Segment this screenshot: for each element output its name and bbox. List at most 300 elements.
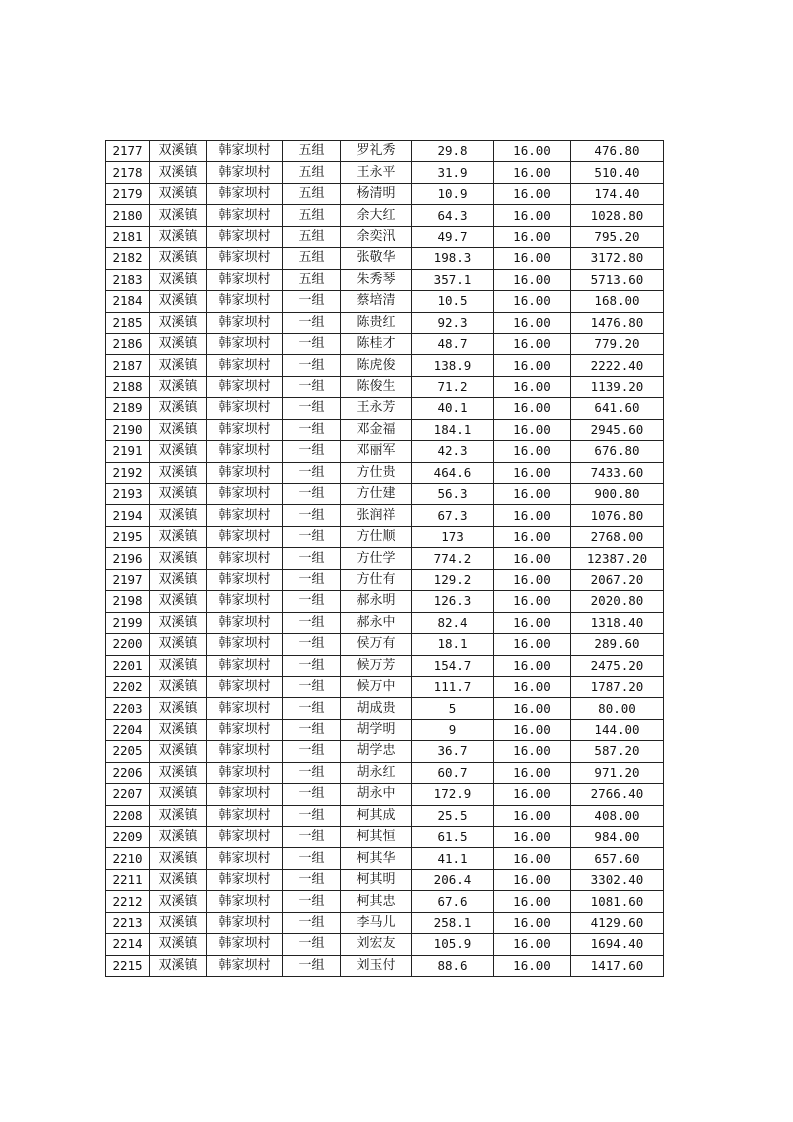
town-cell: 双溪镇 <box>150 462 207 483</box>
row-index-cell: 2212 <box>106 891 150 912</box>
name-cell: 王永芳 <box>341 398 412 419</box>
row-index-cell: 2181 <box>106 226 150 247</box>
row-index-cell: 2213 <box>106 912 150 933</box>
name-cell: 陈贵红 <box>341 312 412 333</box>
row-index-cell: 2184 <box>106 291 150 312</box>
table-row <box>106 955 664 976</box>
town-cell: 双溪镇 <box>150 784 207 805</box>
village-cell: 韩家坝村 <box>207 612 283 633</box>
area-cell: 29.8 <box>412 141 494 162</box>
town-cell: 双溪镇 <box>150 269 207 290</box>
village-cell: 韩家坝村 <box>207 891 283 912</box>
rate-cell: 16.00 <box>494 934 571 955</box>
amount-cell: 1076.80 <box>571 505 664 526</box>
row-index-cell: 2206 <box>106 762 150 783</box>
name-cell: 余奕汛 <box>341 226 412 247</box>
row-index-cell: 2199 <box>106 612 150 633</box>
amount-cell: 587.20 <box>571 741 664 762</box>
amount-cell: 971.20 <box>571 762 664 783</box>
area-cell: 774.2 <box>412 548 494 569</box>
name-cell: 侯万有 <box>341 634 412 655</box>
name-cell: 胡成贵 <box>341 698 412 719</box>
area-cell: 41.1 <box>412 848 494 869</box>
name-cell: 柯其恒 <box>341 827 412 848</box>
town-cell: 双溪镇 <box>150 891 207 912</box>
area-cell: 49.7 <box>412 226 494 247</box>
village-cell: 韩家坝村 <box>207 376 283 397</box>
town-cell: 双溪镇 <box>150 526 207 547</box>
row-index-cell: 2205 <box>106 741 150 762</box>
group-cell: 一组 <box>283 869 341 890</box>
rate-cell: 16.00 <box>494 762 571 783</box>
row-index-cell: 2194 <box>106 505 150 526</box>
group-cell: 一组 <box>283 291 341 312</box>
amount-cell: 476.80 <box>571 141 664 162</box>
rate-cell: 16.00 <box>494 784 571 805</box>
table-row <box>106 269 664 290</box>
row-index-cell: 2177 <box>106 141 150 162</box>
town-cell: 双溪镇 <box>150 484 207 505</box>
village-cell: 韩家坝村 <box>207 762 283 783</box>
table-row <box>106 719 664 740</box>
group-cell: 一组 <box>283 462 341 483</box>
table-row <box>106 526 664 547</box>
area-cell: 61.5 <box>412 827 494 848</box>
rate-cell: 16.00 <box>494 505 571 526</box>
town-cell: 双溪镇 <box>150 248 207 269</box>
table-row <box>106 912 664 933</box>
rate-cell: 16.00 <box>494 869 571 890</box>
group-cell: 一组 <box>283 741 341 762</box>
group-cell: 五组 <box>283 248 341 269</box>
group-cell: 一组 <box>283 634 341 655</box>
name-cell: 罗礼秀 <box>341 141 412 162</box>
name-cell: 陈虎俊 <box>341 355 412 376</box>
group-cell: 五组 <box>283 162 341 183</box>
area-cell: 126.3 <box>412 591 494 612</box>
group-cell: 一组 <box>283 676 341 697</box>
rate-cell: 16.00 <box>494 569 571 590</box>
row-index-cell: 2204 <box>106 719 150 740</box>
area-cell: 258.1 <box>412 912 494 933</box>
row-index-cell: 2178 <box>106 162 150 183</box>
area-cell: 88.6 <box>412 955 494 976</box>
area-cell: 25.5 <box>412 805 494 826</box>
village-cell: 韩家坝村 <box>207 226 283 247</box>
village-cell: 韩家坝村 <box>207 183 283 204</box>
group-cell: 一组 <box>283 955 341 976</box>
group-cell: 一组 <box>283 569 341 590</box>
name-cell: 王永平 <box>341 162 412 183</box>
name-cell: 郝永中 <box>341 612 412 633</box>
area-cell: 36.7 <box>412 741 494 762</box>
village-cell: 韩家坝村 <box>207 398 283 419</box>
town-cell: 双溪镇 <box>150 634 207 655</box>
town-cell: 双溪镇 <box>150 762 207 783</box>
village-cell: 韩家坝村 <box>207 312 283 333</box>
area-cell: 198.3 <box>412 248 494 269</box>
name-cell: 李马儿 <box>341 912 412 933</box>
row-index-cell: 2187 <box>106 355 150 376</box>
table-row <box>106 784 664 805</box>
rate-cell: 16.00 <box>494 676 571 697</box>
village-cell: 韩家坝村 <box>207 548 283 569</box>
amount-cell: 3302.40 <box>571 869 664 890</box>
area-cell: 82.4 <box>412 612 494 633</box>
name-cell: 余大红 <box>341 205 412 226</box>
town-cell: 双溪镇 <box>150 805 207 826</box>
row-index-cell: 2201 <box>106 655 150 676</box>
amount-cell: 3172.80 <box>571 248 664 269</box>
amount-cell: 408.00 <box>571 805 664 826</box>
name-cell: 方仕建 <box>341 484 412 505</box>
area-cell: 9 <box>412 719 494 740</box>
amount-cell: 2475.20 <box>571 655 664 676</box>
name-cell: 朱秀琴 <box>341 269 412 290</box>
table-row <box>106 291 664 312</box>
row-index-cell: 2191 <box>106 441 150 462</box>
area-cell: 206.4 <box>412 869 494 890</box>
table-row <box>106 869 664 890</box>
area-cell: 64.3 <box>412 205 494 226</box>
town-cell: 双溪镇 <box>150 355 207 376</box>
town-cell: 双溪镇 <box>150 226 207 247</box>
village-cell: 韩家坝村 <box>207 805 283 826</box>
group-cell: 一组 <box>283 505 341 526</box>
table-body <box>106 141 664 977</box>
village-cell: 韩家坝村 <box>207 484 283 505</box>
group-cell: 一组 <box>283 827 341 848</box>
name-cell: 陈桂才 <box>341 333 412 354</box>
name-cell: 胡学忠 <box>341 741 412 762</box>
area-cell: 31.9 <box>412 162 494 183</box>
amount-cell: 984.00 <box>571 827 664 848</box>
row-index-cell: 2196 <box>106 548 150 569</box>
town-cell: 双溪镇 <box>150 141 207 162</box>
village-cell: 韩家坝村 <box>207 676 283 697</box>
row-index-cell: 2202 <box>106 676 150 697</box>
town-cell: 双溪镇 <box>150 441 207 462</box>
name-cell: 邓丽军 <box>341 441 412 462</box>
name-cell: 柯其华 <box>341 848 412 869</box>
town-cell: 双溪镇 <box>150 912 207 933</box>
group-cell: 一组 <box>283 934 341 955</box>
rate-cell: 16.00 <box>494 162 571 183</box>
group-cell: 一组 <box>283 441 341 462</box>
group-cell: 一组 <box>283 548 341 569</box>
amount-cell: 4129.60 <box>571 912 664 933</box>
name-cell: 柯其成 <box>341 805 412 826</box>
row-index-cell: 2193 <box>106 484 150 505</box>
group-cell: 一组 <box>283 312 341 333</box>
row-index-cell: 2208 <box>106 805 150 826</box>
group-cell: 五组 <box>283 205 341 226</box>
table-row <box>106 741 664 762</box>
group-cell: 一组 <box>283 912 341 933</box>
group-cell: 五组 <box>283 226 341 247</box>
village-cell: 韩家坝村 <box>207 462 283 483</box>
town-cell: 双溪镇 <box>150 934 207 955</box>
town-cell: 双溪镇 <box>150 419 207 440</box>
village-cell: 韩家坝村 <box>207 269 283 290</box>
row-index-cell: 2207 <box>106 784 150 805</box>
row-index-cell: 2183 <box>106 269 150 290</box>
amount-cell: 2768.00 <box>571 526 664 547</box>
group-cell: 一组 <box>283 591 341 612</box>
area-cell: 48.7 <box>412 333 494 354</box>
area-cell: 18.1 <box>412 634 494 655</box>
group-cell: 一组 <box>283 484 341 505</box>
village-cell: 韩家坝村 <box>207 419 283 440</box>
name-cell: 方仕顺 <box>341 526 412 547</box>
area-cell: 464.6 <box>412 462 494 483</box>
area-cell: 56.3 <box>412 484 494 505</box>
name-cell: 刘宏友 <box>341 934 412 955</box>
name-cell: 胡学明 <box>341 719 412 740</box>
village-cell: 韩家坝村 <box>207 291 283 312</box>
group-cell: 五组 <box>283 269 341 290</box>
group-cell: 一组 <box>283 719 341 740</box>
village-cell: 韩家坝村 <box>207 848 283 869</box>
amount-cell: 1417.60 <box>571 955 664 976</box>
village-cell: 韩家坝村 <box>207 634 283 655</box>
area-cell: 60.7 <box>412 762 494 783</box>
amount-cell: 1081.60 <box>571 891 664 912</box>
row-index-cell: 2211 <box>106 869 150 890</box>
group-cell: 一组 <box>283 612 341 633</box>
area-cell: 173 <box>412 526 494 547</box>
town-cell: 双溪镇 <box>150 655 207 676</box>
table-row <box>106 226 664 247</box>
row-index-cell: 2214 <box>106 934 150 955</box>
town-cell: 双溪镇 <box>150 869 207 890</box>
village-cell: 韩家坝村 <box>207 934 283 955</box>
rate-cell: 16.00 <box>494 248 571 269</box>
village-cell: 韩家坝村 <box>207 719 283 740</box>
village-cell: 韩家坝村 <box>207 141 283 162</box>
table-row <box>106 655 664 676</box>
amount-cell: 676.80 <box>571 441 664 462</box>
village-cell: 韩家坝村 <box>207 655 283 676</box>
amount-cell: 144.00 <box>571 719 664 740</box>
name-cell: 刘玉付 <box>341 955 412 976</box>
table-row <box>106 698 664 719</box>
area-cell: 67.3 <box>412 505 494 526</box>
town-cell: 双溪镇 <box>150 183 207 204</box>
amount-cell: 1318.40 <box>571 612 664 633</box>
area-cell: 10.5 <box>412 291 494 312</box>
data-table <box>105 140 664 977</box>
rate-cell: 16.00 <box>494 333 571 354</box>
row-index-cell: 2200 <box>106 634 150 655</box>
table-row <box>106 141 664 162</box>
area-cell: 5 <box>412 698 494 719</box>
table-row <box>106 484 664 505</box>
area-cell: 71.2 <box>412 376 494 397</box>
rate-cell: 16.00 <box>494 269 571 290</box>
row-index-cell: 2185 <box>106 312 150 333</box>
village-cell: 韩家坝村 <box>207 162 283 183</box>
amount-cell: 779.20 <box>571 333 664 354</box>
row-index-cell: 2197 <box>106 569 150 590</box>
rate-cell: 16.00 <box>494 441 571 462</box>
area-cell: 105.9 <box>412 934 494 955</box>
row-index-cell: 2209 <box>106 827 150 848</box>
village-cell: 韩家坝村 <box>207 912 283 933</box>
table-row <box>106 376 664 397</box>
name-cell: 方仕有 <box>341 569 412 590</box>
amount-cell: 7433.60 <box>571 462 664 483</box>
town-cell: 双溪镇 <box>150 741 207 762</box>
rate-cell: 16.00 <box>494 291 571 312</box>
group-cell: 一组 <box>283 333 341 354</box>
amount-cell: 2067.20 <box>571 569 664 590</box>
table-row <box>106 419 664 440</box>
rate-cell: 16.00 <box>494 355 571 376</box>
group-cell: 一组 <box>283 355 341 376</box>
amount-cell: 510.40 <box>571 162 664 183</box>
town-cell: 双溪镇 <box>150 291 207 312</box>
town-cell: 双溪镇 <box>150 955 207 976</box>
amount-cell: 1787.20 <box>571 676 664 697</box>
town-cell: 双溪镇 <box>150 848 207 869</box>
village-cell: 韩家坝村 <box>207 248 283 269</box>
area-cell: 184.1 <box>412 419 494 440</box>
group-cell: 一组 <box>283 419 341 440</box>
table-row <box>106 462 664 483</box>
town-cell: 双溪镇 <box>150 612 207 633</box>
amount-cell: 80.00 <box>571 698 664 719</box>
group-cell: 一组 <box>283 891 341 912</box>
area-cell: 138.9 <box>412 355 494 376</box>
table-row <box>106 848 664 869</box>
amount-cell: 5713.60 <box>571 269 664 290</box>
town-cell: 双溪镇 <box>150 312 207 333</box>
table-row <box>106 805 664 826</box>
area-cell: 357.1 <box>412 269 494 290</box>
amount-cell: 1139.20 <box>571 376 664 397</box>
amount-cell: 2020.80 <box>571 591 664 612</box>
rate-cell: 16.00 <box>494 698 571 719</box>
rate-cell: 16.00 <box>494 398 571 419</box>
table-row <box>106 398 664 419</box>
amount-cell: 2945.60 <box>571 419 664 440</box>
row-index-cell: 2180 <box>106 205 150 226</box>
name-cell: 候万芳 <box>341 655 412 676</box>
area-cell: 42.3 <box>412 441 494 462</box>
village-cell: 韩家坝村 <box>207 205 283 226</box>
amount-cell: 168.00 <box>571 291 664 312</box>
row-index-cell: 2182 <box>106 248 150 269</box>
table-row <box>106 612 664 633</box>
name-cell: 柯其忠 <box>341 891 412 912</box>
group-cell: 一组 <box>283 698 341 719</box>
village-cell: 韩家坝村 <box>207 784 283 805</box>
name-cell: 郝永明 <box>341 591 412 612</box>
area-cell: 67.6 <box>412 891 494 912</box>
table-row <box>106 548 664 569</box>
table-row <box>106 569 664 590</box>
rate-cell: 16.00 <box>494 183 571 204</box>
group-cell: 五组 <box>283 183 341 204</box>
amount-cell: 1694.40 <box>571 934 664 955</box>
row-index-cell: 2198 <box>106 591 150 612</box>
town-cell: 双溪镇 <box>150 548 207 569</box>
table-row <box>106 762 664 783</box>
area-cell: 154.7 <box>412 655 494 676</box>
table-row <box>106 676 664 697</box>
area-cell: 172.9 <box>412 784 494 805</box>
village-cell: 韩家坝村 <box>207 698 283 719</box>
amount-cell: 2222.40 <box>571 355 664 376</box>
village-cell: 韩家坝村 <box>207 591 283 612</box>
group-cell: 一组 <box>283 398 341 419</box>
rate-cell: 16.00 <box>494 634 571 655</box>
table-row <box>106 355 664 376</box>
name-cell: 邓金福 <box>341 419 412 440</box>
table-row <box>106 505 664 526</box>
name-cell: 张润祥 <box>341 505 412 526</box>
town-cell: 双溪镇 <box>150 162 207 183</box>
town-cell: 双溪镇 <box>150 505 207 526</box>
town-cell: 双溪镇 <box>150 205 207 226</box>
table-row <box>106 827 664 848</box>
amount-cell: 641.60 <box>571 398 664 419</box>
group-cell: 一组 <box>283 848 341 869</box>
town-cell: 双溪镇 <box>150 591 207 612</box>
amount-cell: 900.80 <box>571 484 664 505</box>
area-cell: 10.9 <box>412 183 494 204</box>
table-row <box>106 333 664 354</box>
rate-cell: 16.00 <box>494 827 571 848</box>
name-cell: 柯其明 <box>341 869 412 890</box>
rate-cell: 16.00 <box>494 141 571 162</box>
town-cell: 双溪镇 <box>150 398 207 419</box>
name-cell: 张敬华 <box>341 248 412 269</box>
village-cell: 韩家坝村 <box>207 827 283 848</box>
name-cell: 陈俊生 <box>341 376 412 397</box>
amount-cell: 1028.80 <box>571 205 664 226</box>
village-cell: 韩家坝村 <box>207 955 283 976</box>
row-index-cell: 2188 <box>106 376 150 397</box>
amount-cell: 2766.40 <box>571 784 664 805</box>
rate-cell: 16.00 <box>494 205 571 226</box>
name-cell: 胡永红 <box>341 762 412 783</box>
group-cell: 一组 <box>283 784 341 805</box>
rate-cell: 16.00 <box>494 226 571 247</box>
row-index-cell: 2179 <box>106 183 150 204</box>
table-row <box>106 934 664 955</box>
rate-cell: 16.00 <box>494 955 571 976</box>
group-cell: 五组 <box>283 141 341 162</box>
rate-cell: 16.00 <box>494 741 571 762</box>
rate-cell: 16.00 <box>494 848 571 869</box>
row-index-cell: 2186 <box>106 333 150 354</box>
rate-cell: 16.00 <box>494 526 571 547</box>
rate-cell: 16.00 <box>494 419 571 440</box>
table-row <box>106 441 664 462</box>
rate-cell: 16.00 <box>494 462 571 483</box>
rate-cell: 16.00 <box>494 805 571 826</box>
amount-cell: 174.40 <box>571 183 664 204</box>
table-row <box>106 634 664 655</box>
amount-cell: 289.60 <box>571 634 664 655</box>
table-row <box>106 162 664 183</box>
village-cell: 韩家坝村 <box>207 333 283 354</box>
amount-cell: 657.60 <box>571 848 664 869</box>
rate-cell: 16.00 <box>494 612 571 633</box>
rate-cell: 16.00 <box>494 548 571 569</box>
